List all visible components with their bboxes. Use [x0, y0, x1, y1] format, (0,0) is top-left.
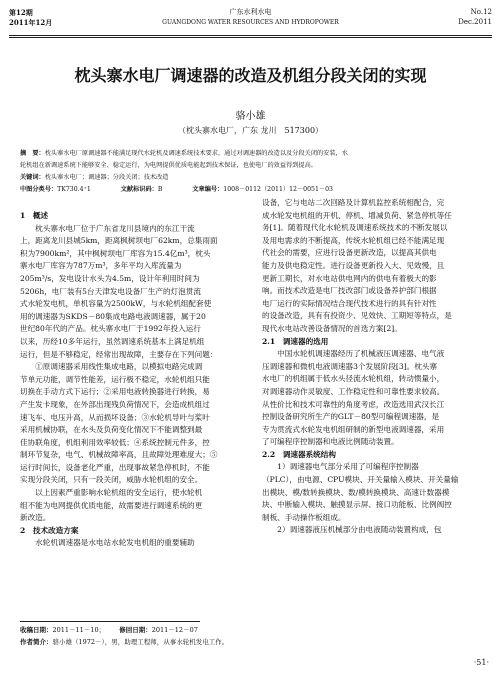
body-line: 的设备改造，具有有投资少、见效快、工期短等特点，是	[262, 311, 452, 321]
classification-line	[20, 184, 481, 196]
body-line: 水电厂的机组属于低水头径流水轮机组，转动惯量小，	[262, 374, 445, 384]
article-title: 枕头寨水电厂调速器的改造及机组分段关闭的实现	[74, 66, 427, 85]
revised-date: 2011－12－07	[151, 626, 198, 634]
body-line: 切换在手动方式下运行；②采用电液转换器进行转换，易	[20, 387, 210, 397]
body-line: 式水轮发电机，单机容量为2500kW，与水轮机组配套使	[20, 299, 212, 309]
right-column	[262, 197, 483, 537]
footnote-dates	[20, 625, 320, 635]
body-line: 运行时间长，设备老化严重，出现事故紧急停机时，不能	[20, 462, 210, 472]
body-line: 控制设备研究所生产的GLT－80型可编程调速器，是	[262, 412, 440, 422]
header-date: 2011年12月	[9, 18, 53, 27]
body-line: 组不能为电网提供优质电能，故需要进行调速系统的更	[20, 500, 203, 510]
body-line: 产生发卡现象，在外部出现残负荷情况下，会造成机组过	[20, 399, 210, 409]
body-line: 了可编程序控制器和电液比例随动装置。	[262, 437, 399, 447]
page-number: ·51·	[473, 658, 489, 667]
author-info: 骆小雄（1972－），男，助理工程师，从事水轮机发电工作。	[52, 638, 229, 646]
body-line: 实现分段关闭，只有一段关闭，威胁水轮机组的安全。	[20, 475, 203, 485]
body-line: 制板、手动操作板组成。	[262, 512, 346, 522]
body-line: 专为贯流式水轮发电机组研制的新型电液调速器，采用	[262, 424, 445, 434]
body-line: 对调速器动作灵敏度、工作稳定性和可靠性要求较高。	[262, 386, 445, 396]
body-line: （PLC），由电源、CPU模块、开关量输入模块、开关量输	[262, 475, 459, 485]
body-line: 用的调速器为SKDS－80集成电路电液调速器，属于20	[20, 311, 206, 321]
body-line: 以来，历经10多年运行，虽然调速系统基本上满足机组	[20, 336, 205, 346]
header-journal-cn: 广东水利水电	[229, 8, 272, 16]
body-line: 采用机械协联，在水头及负荷变化情况下不能调整到最	[20, 425, 203, 435]
abstract-line-2	[20, 160, 481, 172]
body-line: 上，距离龙川县城5km，距离枫树坝电厂62km，总集雨面	[20, 236, 218, 246]
abstract-text-1: 枕头寨水电厂原调速器不能满足现代水轮机及调速系统技术要求，通过对调速器的改造以及分段关闭的安装，水	[44, 150, 348, 157]
author-info-label: 作者简介：	[20, 638, 53, 646]
body-line: 运行，但是不够稳定，经常出现故障，主要存在下列问题：	[20, 349, 218, 359]
body-line: 更新工期长，对水电站供电网内的供电有着极大的影	[262, 273, 437, 283]
body-line: 块、中断输入模块、触摸显示屏、接口功能板、比例阀控	[262, 500, 452, 510]
doc-label: 文献标识码：	[120, 186, 158, 193]
id-label: 文章编号：	[192, 186, 224, 193]
header-journal-en: GUANGDONG WATER RESOURCES AND HYDROPOWER	[162, 19, 339, 26]
header-rule-bottom	[9, 37, 492, 38]
body-line: 世纪80年代的产品。枕头寨水电厂于1992年投入运行	[20, 324, 201, 334]
body-line: 制环节复杂，电气、机械故障率高，且故障处理难度大；⑤	[20, 450, 218, 460]
body-line: 成水轮发电机组的开机、停机、增减负荷、紧急停机等任	[262, 210, 452, 220]
footnote-rule	[20, 621, 200, 622]
keywords-line	[20, 172, 481, 184]
body-line: 寨水电厂库容为787万m³，多年平均入库流量为	[20, 261, 182, 271]
running-header	[9, 6, 492, 34]
body-line: 务[1]。随着现代化水轮机及调速系统技术的不断发展以	[262, 223, 448, 233]
class-label: 中图分类号：	[20, 186, 58, 193]
header-date-en: Dec.2011	[458, 18, 492, 26]
footnote-author	[20, 637, 320, 647]
body-line: 中国水轮机调速器经历了机械液压调速器、电气液	[262, 349, 445, 359]
section-heading: 2.2 调速器系统结构	[262, 449, 336, 459]
body-line: 2）调速器液压机械部分由电液随动装置构成，包	[262, 525, 442, 535]
body-line: 从性价比和技术可靠性的角度考虑，改造选用武汉长江	[262, 399, 445, 409]
body-line: 代社会的需要，应进行设备更新改造，以提高其供电	[262, 248, 437, 258]
received-label: 收稿日期：	[20, 626, 53, 634]
body-line: ①原调速器采用线性集成电路，以模拟电路完成调	[20, 362, 203, 372]
body-line: 电厂运行的实际情况结合现代技术进行的具有针对性	[262, 298, 437, 308]
body-line: 枕头寨水电厂位于广东省龙川县境内的东江干流	[20, 223, 195, 233]
id-value: 1008－0112（2011）12－0051－03	[223, 186, 333, 193]
body-line: 出模块、模/数转换模块、数/模转换模块、高速计数器模	[262, 487, 450, 497]
header-rule-top	[9, 35, 492, 36]
header-issue-en: No.12	[470, 8, 492, 16]
body-line: 速飞车、电压升高，从而损坏设备；③水轮机导叶与桨叶	[20, 412, 210, 422]
body-line: 压调速器和微机电液调速器3个发展阶段[3]。枕头寨	[262, 361, 438, 371]
author-affiliation: （枕头寨水电厂，广东 龙川 517300）	[177, 126, 324, 135]
keywords-text: 枕头寨水电厂；调速器；分段关闭；技术改造	[44, 174, 169, 181]
body-line: 设备，它与电站二次回路及计算机监控系统相配合，完	[262, 198, 445, 207]
author-name: 骆小雄	[235, 111, 266, 122]
abstract-line-1	[20, 148, 481, 160]
revised-label: 修回日期：	[119, 626, 152, 634]
section-heading: 2.1 调速器的选用	[262, 336, 329, 346]
body-line: 205m³/s，发电设计水头为4.5m，设计年利用时间为	[20, 273, 200, 283]
abstract-text-2: 轮机组在新调速系统下能够安全、稳定运行，为电网提供优质电能起到技术保证，也使电厂的效益得到提高。	[20, 162, 317, 169]
section-heading: 2 技术改造方案	[20, 525, 79, 535]
body-line: 佳协联角度，机组利用效率较低；④系统控制元件多，控	[20, 437, 210, 447]
body-line: 响。而技术改造是电厂技改部门或设备养护部门根据	[262, 286, 437, 296]
section-heading: 1 概述	[20, 211, 49, 220]
body-line: 及用电需求的不断提高，传统水轮机组已经不能满足现	[262, 235, 445, 245]
body-line: 积为7900km²，其中枫树坝电厂库容为15.4亿m³，枕头	[20, 248, 211, 258]
body-line: 1）调速器电气部分采用了可编程序控制器	[262, 462, 419, 472]
body-line: 现代水电站改善设备情况的首选方案[2]。	[262, 323, 402, 333]
body-line: 新改造。	[20, 513, 51, 523]
header-issue: 第12期	[9, 8, 33, 17]
body-line: 5206h，电厂装有5台天津发电设备厂生产的灯泡贯流	[20, 286, 201, 296]
body-line: 能力及供电稳定性。进行设备更新投入大、见效慢，且	[262, 260, 445, 270]
class-value: TK730.4⁺1	[57, 186, 91, 193]
received-date: 2011－11－10；	[52, 626, 106, 634]
left-column	[20, 210, 241, 550]
keywords-label: 关键词：	[20, 174, 45, 181]
body-line: 以上因素严重影响水轮机组的安全运行，使水轮机	[20, 488, 203, 498]
doc-value: B	[157, 186, 163, 193]
body-line: 水轮机调速器是水电站水轮发电机组的重要辅助	[20, 538, 195, 548]
abstract-label: 摘 要：	[20, 150, 45, 157]
body-line: 节单元功能，调节性能差，运行极不稳定，水轮机组只能	[20, 374, 210, 384]
